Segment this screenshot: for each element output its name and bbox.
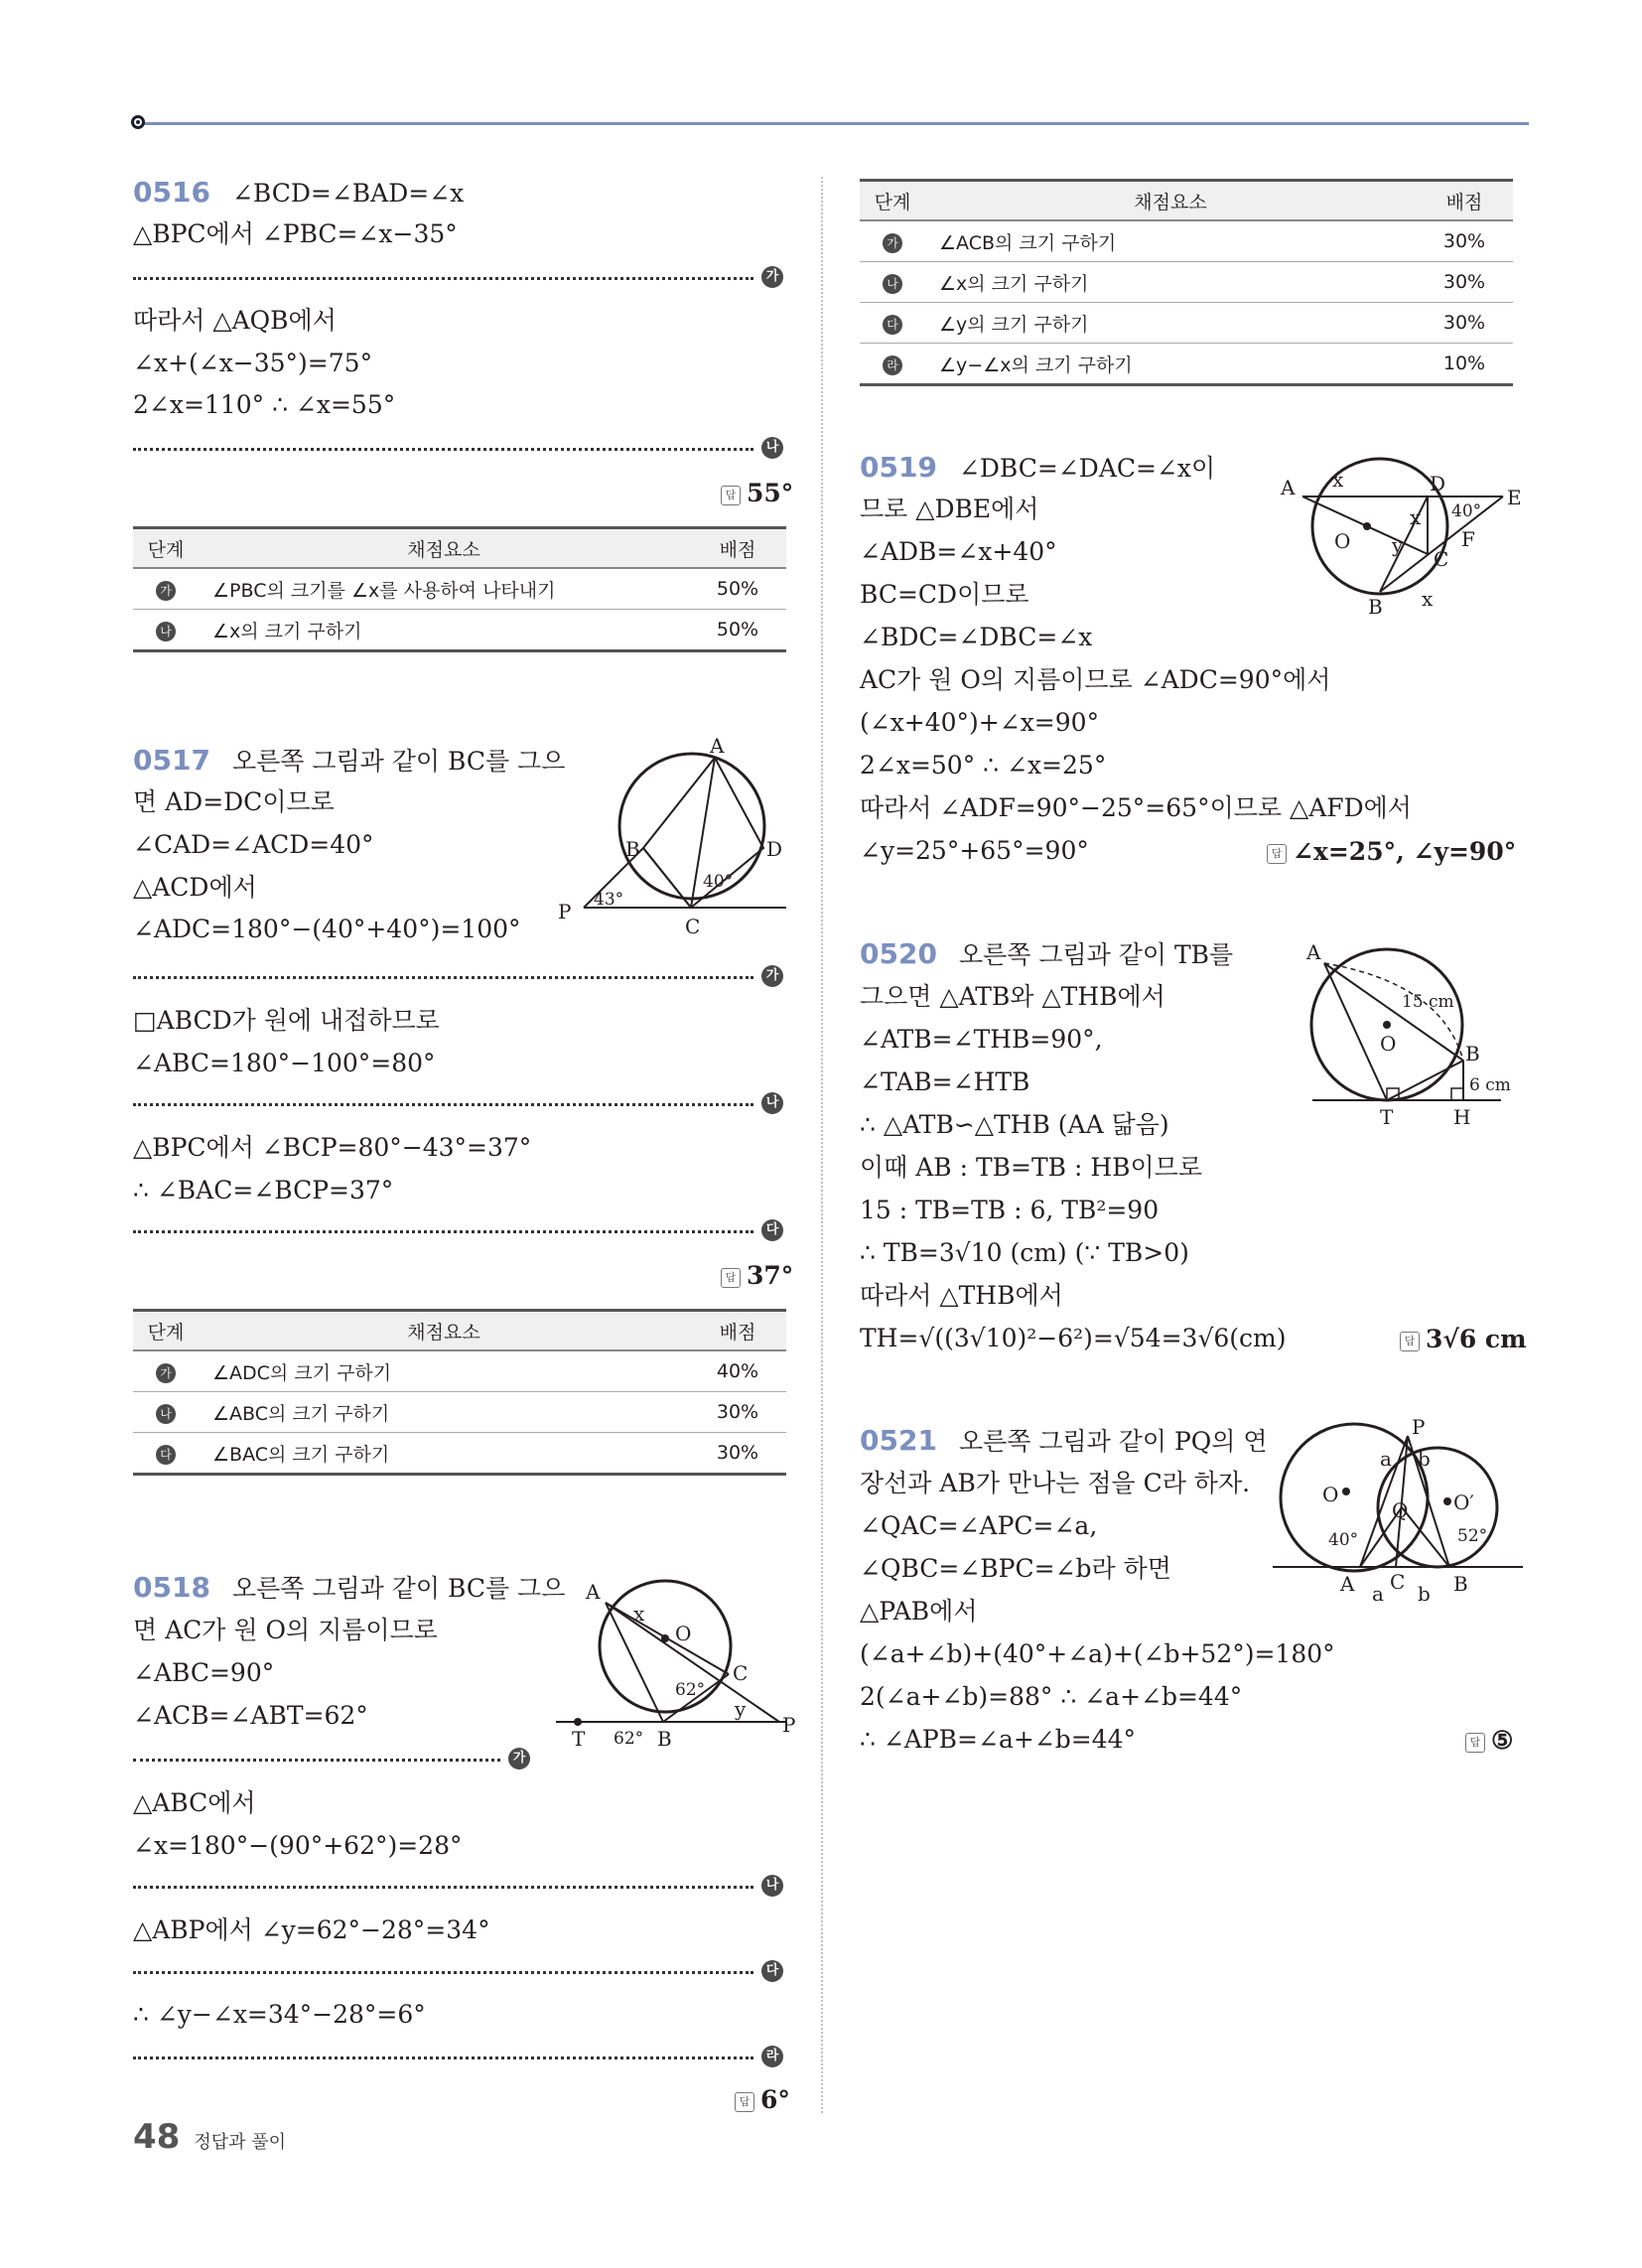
step-marker: 라 [761, 2046, 783, 2067]
table-row: 가 ∠ACB의 크기 구하기 30% [860, 220, 1513, 262]
step-marker: 나 [761, 1092, 783, 1114]
page-label: 정답과 풀이 [194, 2132, 286, 2153]
text-line: 므로 △DBE에서 [860, 495, 1039, 523]
answer: 답 6° [735, 2085, 790, 2114]
text-line: 2∠x=110° ∴ ∠x=55° [133, 390, 396, 419]
dotted-leader [133, 277, 753, 280]
column-divider [821, 177, 823, 2113]
figure-0517 [556, 734, 794, 938]
page-number: 48 [133, 2117, 181, 2157]
label-c: C [1390, 1570, 1406, 1594]
text-line: △BPC에서 ∠BCP=80°−43°=37° [133, 1133, 532, 1162]
text-line: ∠QAC=∠APC=∠a, [860, 1511, 1098, 1540]
text-line: 오른쪽 그림과 같이 PQ의 연 [958, 1427, 1268, 1456]
angle-label: 40° [1328, 1530, 1359, 1550]
label-b: B [1453, 1572, 1468, 1596]
point-t [574, 1718, 582, 1726]
th-item: 채점요소 [199, 1311, 689, 1351]
step-marker: 다 [761, 1960, 783, 1982]
figure-0521 [1269, 1415, 1527, 1606]
problem-number: 0516 [133, 176, 210, 209]
label-x: x [1422, 587, 1434, 611]
text-line: ∴ ∠APB=∠a+∠b=44° [860, 1725, 1137, 1754]
top-rule-dot [131, 115, 145, 129]
text-line: (∠x+40°)+∠x=90° [860, 708, 1100, 737]
problem-number: 0520 [860, 937, 937, 970]
th-item: 채점요소 [925, 181, 1416, 221]
dotted-leader [133, 1971, 753, 1974]
step-marker: 가 [761, 965, 783, 987]
answer-tag: 답 [1465, 1733, 1485, 1753]
label-x: x [1410, 505, 1422, 529]
top-rule [139, 122, 1529, 125]
label-y: y [1392, 533, 1404, 557]
segment-bc [643, 848, 691, 908]
label-a: A [1340, 1572, 1355, 1596]
text-line: (∠a+∠b)+(40°+∠a)+(∠b+52°)=180° [860, 1639, 1335, 1668]
score-table-0517 [133, 1309, 786, 1476]
text-line: 따라서 △THB에서 [860, 1281, 1063, 1310]
label-d: D [766, 837, 783, 861]
answer: 답 3√6 cm [1400, 1325, 1527, 1353]
dimension-label: 6 cm [1469, 1075, 1511, 1095]
answer-tag: 답 [735, 2092, 754, 2112]
text-line: ∠QBC=∠BPC=∠b라 하면 [860, 1554, 1171, 1583]
text-line: 면 AD=DC이므로 [133, 787, 335, 816]
step-marker: 가 [508, 1748, 530, 1770]
label-b: B [1465, 1042, 1480, 1065]
circle [619, 754, 764, 899]
dotted-leader [133, 1230, 753, 1233]
table-row: 다 ∠BAC의 크기 구하기 30% [133, 1433, 786, 1475]
label-b: B [1368, 595, 1383, 619]
text-line: ∴ ∠y−∠x=34°−28°=6° [133, 2000, 426, 2029]
label-x: x [1332, 468, 1344, 492]
text-line: 오른쪽 그림과 같이 TB를 [958, 940, 1234, 969]
text-line: 장선과 AB가 만나는 점을 C라 하자. [860, 1469, 1251, 1497]
text-line: ∠ADC=180°−(40°+40°)=100° [133, 915, 521, 943]
problem-number: 0518 [133, 1571, 210, 1604]
label-d: D [1430, 472, 1446, 496]
figure-0520 [1302, 940, 1531, 1132]
dimension-label: 15 cm [1402, 992, 1454, 1012]
th-points: 배점 [1416, 181, 1513, 221]
answer: 답 ⑤ [1465, 1726, 1513, 1755]
text-line: ∠ACB=∠ABT=62° [133, 1701, 368, 1730]
th-step: 단계 [133, 528, 199, 569]
angle-label: 62° [675, 1680, 706, 1700]
dotted-leader [133, 976, 753, 979]
answer-tag: 답 [721, 486, 741, 505]
step-marker: 나 [761, 1875, 783, 1897]
text-line: ∴ ∠BAC=∠BCP=37° [133, 1176, 394, 1205]
text-line: □ABCD가 원에 내접하므로 [133, 1006, 440, 1035]
angle-label: 43° [594, 890, 624, 910]
label-a-angle: a [1372, 1582, 1384, 1606]
label-a: A [710, 734, 725, 758]
text-line: ∠x+(∠x−35°)=75° [133, 349, 373, 377]
answer: 답 37° [721, 1261, 793, 1290]
dotted-leader [133, 1759, 500, 1762]
text-line: ∠BDC=∠DBC=∠x [860, 623, 1093, 651]
label-o: O [1380, 1032, 1397, 1056]
label-p: P [558, 900, 572, 923]
page-footer [133, 2117, 286, 2157]
problem-number: 0519 [860, 451, 937, 484]
text-line: △ABP에서 ∠y=62°−28°=34° [133, 1915, 490, 1944]
dotted-leader [133, 1103, 753, 1106]
text-line: ∠ABC=90° [133, 1658, 275, 1687]
table-row: 다 ∠y의 크기 구하기 30% [860, 303, 1513, 344]
text-line: ∠x=180°−(90°+62°)=28° [133, 1831, 463, 1860]
dotted-leader [133, 1886, 753, 1889]
text-line: 오른쪽 그림과 같이 BC를 그으 [231, 747, 566, 776]
figure-0518 [556, 1579, 796, 1751]
label-p: P [1412, 1415, 1426, 1439]
th-points: 배점 [689, 1311, 786, 1351]
label-o2: O′ [1453, 1490, 1474, 1514]
angle-label: 40° [703, 872, 734, 892]
text-line: ∠BCD=∠BAD=∠x [231, 179, 465, 208]
step-marker: 나 [761, 437, 783, 459]
th-step: 단계 [133, 1311, 199, 1351]
th-points: 배점 [689, 528, 786, 569]
center-dot [1443, 1497, 1451, 1505]
label-b-angle: b [1418, 1447, 1431, 1471]
step-marker: 가 [761, 266, 783, 288]
text-line: TH=√((3√10)²−6²)=√54=3√6(cm) [860, 1324, 1287, 1352]
center-dot [1342, 1488, 1350, 1495]
label-o: O [1334, 529, 1351, 553]
text-line: 이때 AB : TB=TB : HB이므로 [860, 1153, 1202, 1182]
label-p: P [782, 1713, 796, 1737]
text-line: 그으면 △ATB와 △THB에서 [860, 982, 1165, 1011]
label-e: E [1507, 486, 1522, 509]
text-line: BC=CD이므로 [860, 580, 1029, 609]
text-line: 면 AC가 원 O의 지름이므로 [133, 1616, 438, 1644]
label-q: Q [1392, 1498, 1409, 1522]
dotted-leader [133, 448, 753, 451]
text-line: ∠y=25°+65°=90° [860, 836, 1089, 865]
label-x: x [633, 1602, 645, 1626]
label-a: A [1281, 476, 1296, 499]
score-table-0516 [133, 526, 786, 652]
circle [600, 1581, 731, 1712]
text-line: △ACD에서 [133, 873, 257, 902]
label-c: C [733, 1661, 749, 1685]
label-b: B [657, 1727, 672, 1751]
table-row: 라 ∠y−∠x의 크기 구하기 10% [860, 344, 1513, 385]
text-line: ∴ △ATB∽△THB (AA 닮음) [860, 1110, 1169, 1139]
text-line: △BPC에서 ∠PBC=∠x−35° [133, 219, 458, 248]
label-y: y [735, 1697, 747, 1721]
label-b-angle: b [1418, 1582, 1431, 1606]
label-c: C [685, 915, 701, 938]
label-f: F [1461, 527, 1475, 551]
dotted-leader [133, 2056, 753, 2059]
center-dot [1383, 1021, 1391, 1029]
label-o: O [675, 1622, 692, 1645]
text-line: ∠ABC=180°−100°=80° [133, 1049, 436, 1077]
text-line: 15 : TB=TB : 6, TB²=90 [860, 1196, 1160, 1224]
table-row: 가 ∠ADC의 크기 구하기 40% [133, 1350, 786, 1392]
center-dot [1363, 522, 1371, 530]
problem-number: 0521 [860, 1424, 937, 1457]
text-line: ∠ATB=∠THB=90°, [860, 1025, 1103, 1054]
answer: 답 ∠x=25°, ∠y=90° [1267, 837, 1516, 866]
text-line: ∠TAB=∠HTB [860, 1067, 1030, 1096]
label-a: A [1306, 940, 1321, 964]
table-row: 나 ∠x의 크기 구하기 50% [133, 610, 786, 651]
table-row: 나 ∠x의 크기 구하기 30% [860, 262, 1513, 303]
text-line: ∠ADB=∠x+40° [860, 537, 1057, 566]
answer: 답 55° [721, 479, 793, 507]
text-line: ∴ TB=3√10 (cm) (∵ TB>0) [860, 1238, 1189, 1267]
text-line: 오른쪽 그림과 같이 BC를 그으 [231, 1574, 566, 1603]
center-dot [661, 1634, 669, 1642]
answer-tag: 답 [721, 1268, 741, 1288]
label-a-angle: a [1380, 1447, 1392, 1471]
text-line: 2∠x=50° ∴ ∠x=25° [860, 751, 1107, 780]
label-b: B [625, 837, 640, 861]
th-item: 채점요소 [199, 528, 689, 569]
text-line: △ABC에서 [133, 1788, 256, 1817]
score-table-0518 [860, 179, 1513, 386]
table-row: 가 ∠PBC의 크기를 ∠x를 사용하여 나타내기 50% [133, 568, 786, 610]
text-line: ∠CAD=∠ACD=40° [133, 830, 374, 859]
label-t: T [1380, 1105, 1394, 1129]
angle-label: 52° [1457, 1526, 1488, 1546]
text-line: △PAB에서 [860, 1597, 978, 1626]
problem-number: 0517 [133, 744, 210, 777]
step-marker: 다 [761, 1219, 783, 1241]
text-line: AC가 원 O의 지름이므로 ∠ADC=90°에서 [860, 665, 1331, 694]
text-line: 2(∠a+∠b)=88° ∴ ∠a+∠b=44° [860, 1682, 1243, 1711]
angle-label: 40° [1451, 501, 1482, 521]
angle-label: 62° [614, 1729, 644, 1749]
label-a: A [586, 1580, 601, 1604]
table-row: 나 ∠ABC의 크기 구하기 30% [133, 1392, 786, 1433]
text-line: 따라서 ∠ADF=90°−25°=65°이므로 △AFD에서 [860, 793, 1412, 822]
text-line: 따라서 △AQB에서 [133, 306, 337, 335]
label-c: C [1434, 547, 1449, 571]
right-angle-mark [1451, 1088, 1463, 1100]
label-o: O [1322, 1483, 1339, 1506]
answer-tag: 답 [1400, 1332, 1420, 1351]
label-t: T [572, 1727, 586, 1751]
answer-tag: 답 [1267, 844, 1287, 864]
figure-0519 [1273, 457, 1521, 626]
th-step: 단계 [860, 181, 925, 221]
text-line: ∠DBC=∠DAC=∠x이 [958, 454, 1216, 483]
label-h: H [1453, 1105, 1471, 1129]
